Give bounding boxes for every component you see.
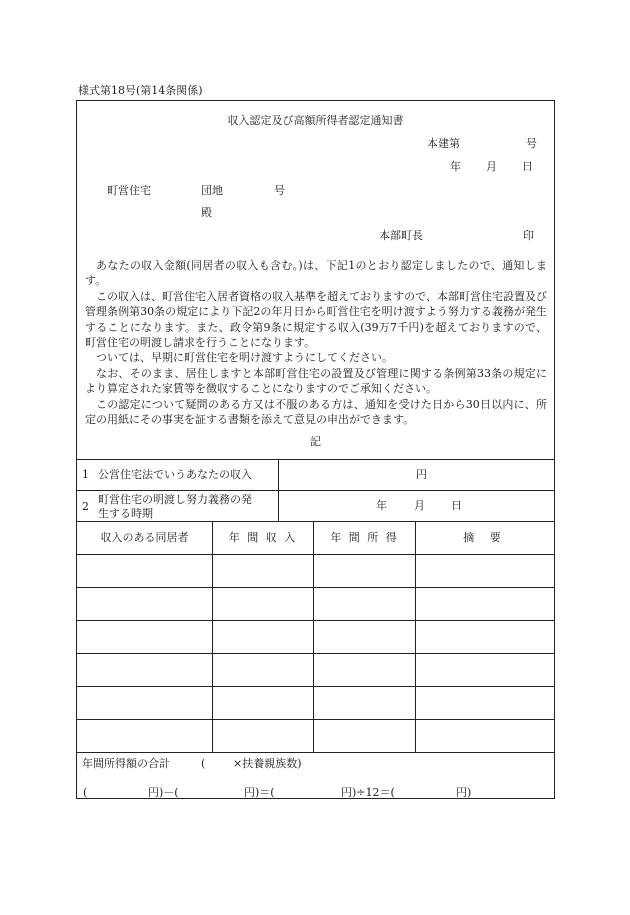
item2-month: 月 bbox=[414, 499, 425, 512]
doc-number-suffix: 号 bbox=[526, 137, 537, 150]
date-day-label: 日 bbox=[522, 160, 533, 173]
address-room: 号 bbox=[274, 184, 285, 197]
item1-value: 円 bbox=[416, 468, 427, 481]
sender-name: 本部町長 bbox=[379, 229, 423, 242]
body-paragraph: あなたの収入金額(同居者の収入も含む。)は、下記1のとおり認定しましたので、通知します。 bbox=[85, 259, 547, 288]
table-header-annual-income: 年 間 収 入 bbox=[228, 531, 298, 544]
formula-part: ( bbox=[83, 786, 88, 799]
item2-number: 2 bbox=[82, 500, 89, 513]
total-label: 年間所得額の合計 bbox=[82, 757, 170, 770]
divider bbox=[77, 459, 554, 460]
item1-number: 1 bbox=[82, 468, 89, 481]
item2-day: 日 bbox=[451, 499, 462, 512]
formula-part: 円)÷12＝( bbox=[341, 786, 395, 799]
honorific: 殿 bbox=[201, 206, 212, 219]
divider bbox=[77, 521, 554, 522]
table-column-divider bbox=[415, 521, 416, 752]
formula-part: 円)－( bbox=[148, 786, 179, 799]
date-month-label: 月 bbox=[486, 160, 497, 173]
form-number-label: 様式第18号(第14条関係) bbox=[78, 84, 203, 97]
item1-label: 公営住宅法でいうあなたの収入 bbox=[98, 468, 252, 481]
body-text bbox=[85, 258, 547, 427]
table-row-line bbox=[77, 587, 554, 588]
item2-year: 年 bbox=[376, 499, 387, 512]
table-row-line bbox=[77, 554, 554, 555]
doc-number-prefix: 本建第 bbox=[427, 137, 460, 150]
address-danchi: 団地 bbox=[201, 184, 223, 197]
table-row-line bbox=[77, 686, 554, 687]
notice-form bbox=[76, 100, 555, 799]
table-header-annual-earnings: 年 間 所 得 bbox=[330, 531, 399, 544]
divider bbox=[77, 490, 554, 491]
table-column-divider bbox=[313, 521, 314, 752]
seal-mark: 印 bbox=[523, 229, 534, 242]
table-header-cohabitant: 収入のある同居者 bbox=[100, 531, 189, 544]
total-paren-open: ( bbox=[201, 757, 206, 770]
formula-part: 円) bbox=[456, 786, 472, 799]
body-paragraph: なお、そのまま、居住しますと本部町営住宅の設置及び管理に関する条例第33条の規定により算定された家賃等を徴収することになりますのでご承知ください。 bbox=[85, 366, 547, 396]
body-paragraph: ついては、早期に町営住宅を明け渡すようにしてください。 bbox=[96, 351, 393, 365]
item2-label-line1: 町営住宅の明渡し努力義務の発 bbox=[98, 493, 252, 506]
address-prefix: 町営住宅 bbox=[107, 184, 151, 197]
date-year-label: 年 bbox=[450, 160, 461, 173]
body-paragraph: この収入は、町営住宅入居者資格の収入基準を超えておりますので、本部町営住宅設置及び管理条例第30条の規定により下記2の年月日から町営住宅を明け渡すよう努力する義務が発生することになります。また、政令第9条に規定する収入(39万7千円)を超えておりますので、町営住宅の明渡し請求を行うことになります。 bbox=[85, 289, 547, 350]
table-row-line bbox=[77, 620, 554, 621]
ki-heading: 記 bbox=[310, 435, 321, 448]
formula-part: 円)＝( bbox=[244, 786, 275, 799]
table-header-remarks: 摘 要 bbox=[463, 531, 507, 544]
table-row-line bbox=[77, 719, 554, 720]
total-dependents: ×扶養親族数) bbox=[233, 757, 302, 770]
table-row-line bbox=[77, 653, 554, 654]
item2-label-line2: 生する時期 bbox=[98, 507, 153, 520]
table-column-divider bbox=[212, 521, 213, 752]
table-row-line bbox=[77, 752, 554, 753]
body-paragraph: この認定について疑問のある方又は不服のある方は、通知を受けた日から30日以内に、所定の用紙にその事実を証する書類を添えて意見の申出ができます。 bbox=[85, 397, 547, 427]
form-title: 収入認定及び高額所得者認定通知書 bbox=[227, 114, 404, 127]
